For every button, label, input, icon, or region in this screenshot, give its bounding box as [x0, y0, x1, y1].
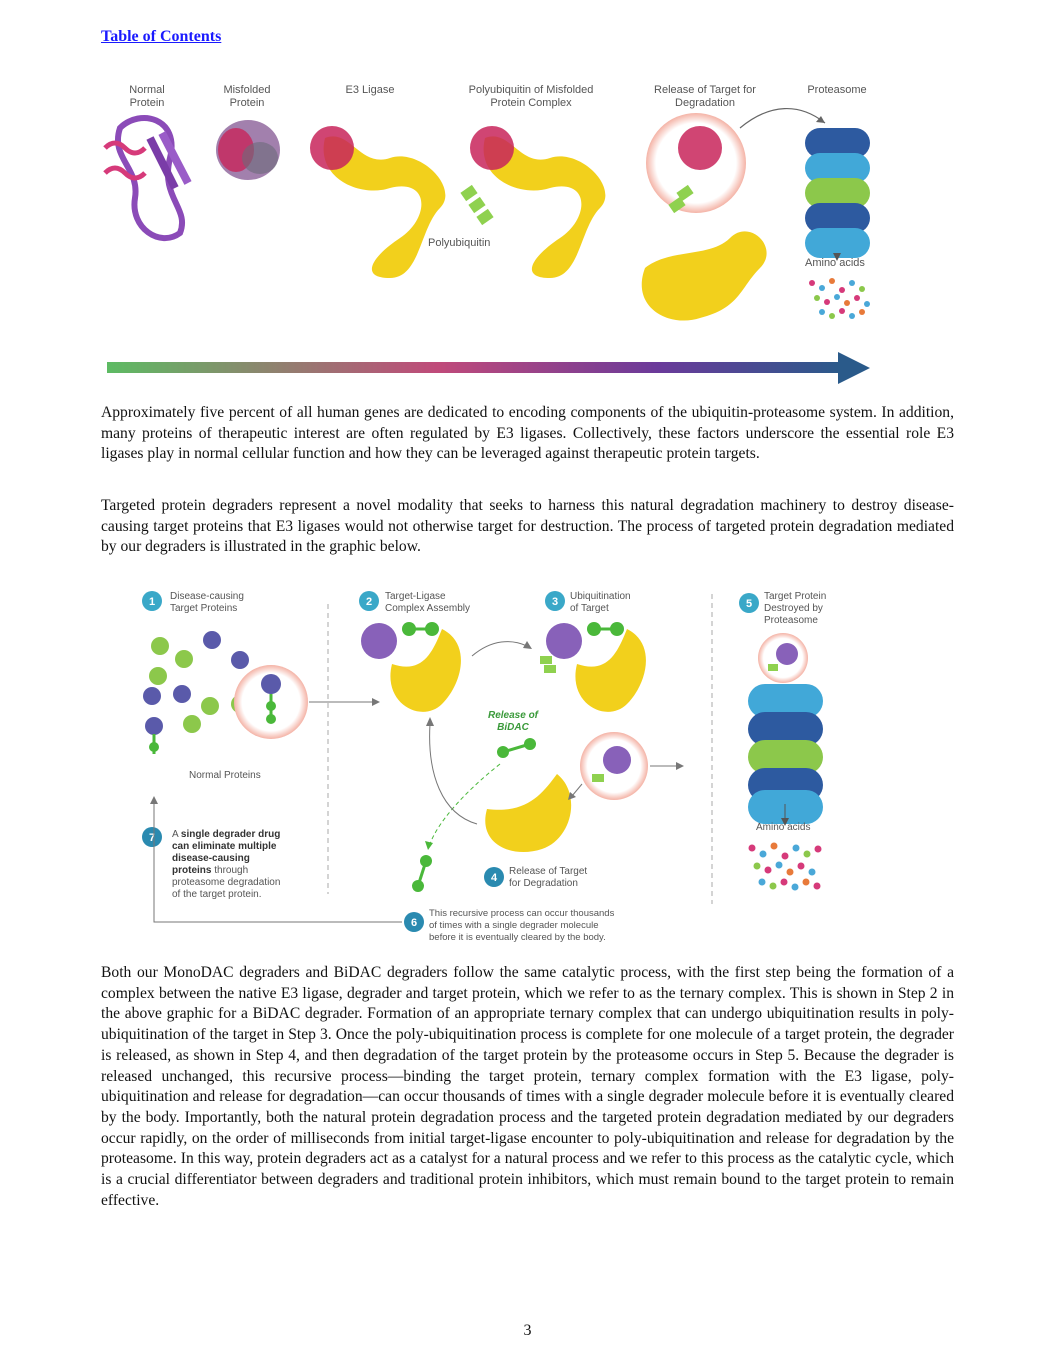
- step-5-label-3: Proteasome: [764, 615, 818, 626]
- paragraph-3: Both our MonoDAC degraders and BiDAC degraders follow the same catalytic process, with the first step being the formation of a complex between the native E3 ligase, degrader and target protein, which we refer to as the ternary complex. This is shown in Step 2 in the above graphic for a BiDAC degrader. Formation of an appropriate ternary complex that can undergo ubiquitination results in poly-ubiquitination of the target in Step 3. Once the poly-ubiquitination process is complete for one molecule of a target protein, the degrader is released, as shown in Step 4, and then degradation of the target protein by the proteasome occurs in Step 5. Because the degrader is released unchanged, this recursive process—binding the target protein, ternary complex formation with the E3 ligase, poly-ubiquitination and release for degradation—can occur thousands of times with a single degrader molecule before it is eventually cleared by the body. Importantly, both the natural protein degradation process and the targeted protein degradation mediated by our degraders occur rapidly, on the order of milliseconds from initial target-ligase encounter to poly-ubiquitination and release for degradation by the proteasome. In this way, protein degraders act as a catalyst for a natural process and we refer to this process as the catalytic cycle, which is a crucial differentiator between degraders and traditional protein inhibitors, which must remain bound to the target protein to remain effective.: [101, 964, 954, 1209]
- step-3-number: 3: [551, 596, 559, 608]
- label-release-2: Degradation: [675, 97, 735, 109]
- amino-acids-dots-icon: [809, 278, 870, 319]
- step-7-number: 7: [148, 832, 156, 844]
- step-3-marker: [545, 591, 565, 611]
- step-7-line-5: proteasome degradation: [172, 877, 281, 888]
- step-1-marker: [142, 591, 162, 611]
- label-polyubiquitin-complex-1: Polyubiquitin of Misfolded: [468, 84, 594, 96]
- destroyed-target-icon: [758, 633, 808, 683]
- label-polyubiquitin: Polyubiquitin: [428, 237, 491, 249]
- released-bidac-icon: [497, 738, 536, 758]
- step-7-marker: [142, 827, 162, 847]
- step-2-marker: [359, 591, 379, 611]
- release-bidac-label-1: Release of: [487, 710, 539, 721]
- natural-degradation-figure: [100, 78, 880, 390]
- label-misfolded-2: Protein: [229, 97, 265, 109]
- step-4-marker: [484, 867, 504, 887]
- step-6-label-3: before it is eventually cleared by the body.: [429, 932, 606, 943]
- label-normal-proteins: Normal Proteins: [189, 770, 261, 781]
- step-6-marker: [404, 912, 424, 932]
- release-target-icon: [642, 113, 767, 321]
- step-7-line-2: can eliminate multiple: [172, 841, 277, 852]
- step-5-marker: [739, 593, 759, 613]
- table-of-contents-link[interactable]: Table of Contents: [101, 28, 222, 45]
- label-amino-acids: Amino acids: [805, 257, 865, 269]
- misfolded-protein-icon: [216, 120, 280, 180]
- page-number: 3: [523, 1322, 532, 1339]
- label-release-1: Release of Target for: [654, 84, 756, 96]
- e3-ligase-icon: [310, 126, 445, 278]
- progression-arrow-icon: [107, 352, 870, 384]
- step-1-number: 1: [148, 596, 156, 608]
- step-1-label-1: Disease-causing: [170, 591, 244, 602]
- step-7-line-6: of the target protein.: [172, 889, 262, 900]
- step-3-label-2: of Target: [570, 603, 609, 614]
- paragraph-2: Targeted protein degraders represent a novel modality that seeks to harness this natural degradation machinery to destroy disease-causing target proteins that E3 ligases would not otherwise target for destruction. The process of targeted protein degradation mediated by our degraders is illustrated in the graphic below.: [101, 497, 954, 556]
- step-2-label-1: Target-Ligase: [385, 591, 446, 602]
- proteasome-stack-icon: [748, 684, 823, 824]
- step-6-label-1: This recursive process can occur thousands: [429, 908, 615, 919]
- proteasome-icon: [805, 128, 870, 258]
- step-3-label-1: Ubiquitination: [570, 591, 631, 602]
- targeted-degradation-figure: [132, 584, 852, 944]
- label-e3-ligase: E3 Ligase: [345, 84, 395, 96]
- ubiquitination-complex-icon: [540, 622, 646, 712]
- polyubiquitin-complex-icon: [460, 126, 605, 278]
- step-5-label-1: Target Protein: [764, 591, 827, 602]
- target-proteins-cluster-icon: [143, 631, 249, 735]
- label-amino-acids-2: Amino acids: [756, 822, 811, 833]
- step-5-label-2: Destroyed by: [764, 603, 823, 614]
- step-2-label-2: Complex Assembly: [385, 603, 471, 614]
- normal-protein-icon: [105, 118, 188, 238]
- free-bidac-icon: [412, 855, 432, 892]
- label-normal-2: Protein: [129, 97, 165, 109]
- step-4-number: 4: [490, 872, 498, 884]
- step-2-number: 2: [365, 596, 373, 608]
- ternary-complex-icon: [361, 622, 461, 712]
- label-proteasome: Proteasome: [807, 84, 867, 96]
- step-6-label-2: of times with a single degrader molecule: [429, 920, 599, 931]
- step-4-label-2: for Degradation: [509, 878, 578, 889]
- step-7-line-3: disease-causing: [172, 853, 250, 864]
- paragraph-1: Approximately five percent of all human genes are dedicated to encoding components of the ubiquitin-proteasome system. In addition, many proteins of therapeutic interest are often regulated by E3 ligases. Collectively, these factors underscore the essential role E3 ligases play in normal cellular function and how they can be leveraged against therapeutic protein targets.: [101, 404, 954, 463]
- release-bidac-label-2: BiDAC: [497, 722, 529, 733]
- label-normal-1: Normal: [129, 84, 165, 96]
- step-7-line-4: proteins through: [172, 865, 249, 876]
- amino-acids-dots-icon: [749, 843, 822, 891]
- bidac-binding-icon: [234, 665, 308, 739]
- step-4-label-1: Release of Target: [509, 866, 588, 877]
- step-5-number: 5: [745, 598, 753, 610]
- label-polyubiquitin-complex-2: Protein Complex: [490, 97, 572, 109]
- step-7-line-1: A single degrader drug: [172, 829, 281, 840]
- step-6-number: 6: [410, 917, 418, 929]
- label-misfolded-1: Misfolded: [223, 84, 271, 96]
- step-1-label-2: Target Proteins: [170, 603, 238, 614]
